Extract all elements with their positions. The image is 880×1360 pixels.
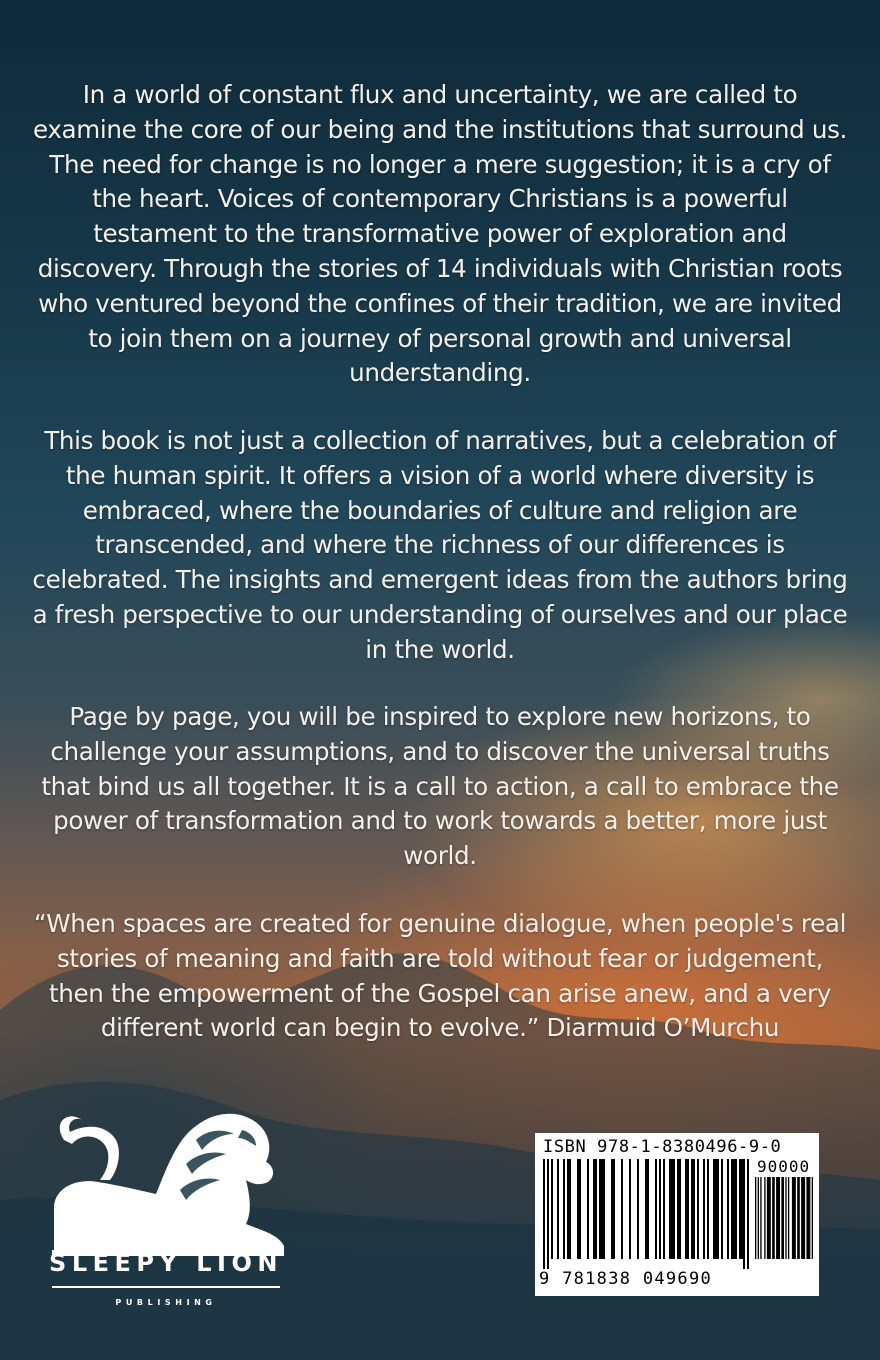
publisher-name: SLEEPY LION bbox=[49, 1249, 283, 1277]
barcode-bar bbox=[739, 1159, 743, 1259]
barcode-bar bbox=[713, 1159, 719, 1259]
publisher-divider bbox=[52, 1286, 280, 1288]
isbn-number: ISBN 978-1-8380496-9-0 bbox=[543, 1137, 782, 1157]
barcode-bar bbox=[812, 1177, 813, 1259]
isbn-barcode bbox=[535, 1133, 819, 1296]
publisher-subtitle: PUBLISHING bbox=[115, 1298, 217, 1307]
barcode-bar bbox=[801, 1177, 805, 1259]
barcode-bar bbox=[809, 1177, 810, 1259]
endorsement-quote: “When spaces are created for genuine dialogue, when people's real stories of meaning and faith are told without fear or judgement, then the empowerment of the Gospel can arise anew, and a very different world can begin to evolve.” Diarmuid O’Murchu bbox=[33, 909, 847, 1043]
barcode-bar bbox=[557, 1159, 559, 1259]
barcode-bar bbox=[764, 1177, 765, 1259]
barcode-bar bbox=[772, 1177, 775, 1259]
barcode-bar bbox=[637, 1159, 639, 1259]
barcode-bar bbox=[785, 1177, 786, 1259]
barcode-bar bbox=[727, 1159, 729, 1259]
barcode-bar bbox=[731, 1159, 737, 1259]
blurb-paragraph-3: Page by page, you will be inspired to explore new horizons, to challenge your assumptions, and to discover the universal truths that bind us all together. It is a call to action, a call to embrace the power of transformation and to work towards a better, more just world. bbox=[41, 702, 839, 871]
barcode-bar bbox=[677, 1159, 681, 1259]
barcode-bar bbox=[797, 1177, 800, 1259]
barcode-bar bbox=[792, 1177, 796, 1259]
barcode-bar bbox=[663, 1159, 665, 1259]
barcode-bar bbox=[621, 1159, 623, 1259]
barcode-bar bbox=[721, 1159, 723, 1259]
barcode-bar bbox=[587, 1159, 589, 1259]
barcode-bar bbox=[659, 1159, 661, 1259]
barcode-bar bbox=[743, 1159, 745, 1269]
barcode-bar bbox=[599, 1159, 605, 1259]
barcode-bar bbox=[551, 1159, 553, 1259]
barcode-bar bbox=[691, 1159, 695, 1259]
barcode-bar bbox=[767, 1177, 771, 1259]
barcode-bar bbox=[707, 1159, 709, 1259]
barcode-bar bbox=[611, 1159, 615, 1259]
barcode-bar bbox=[806, 1177, 809, 1259]
barcode-bar bbox=[776, 1177, 780, 1259]
barcode-bar bbox=[788, 1177, 789, 1259]
barcode-bar bbox=[758, 1177, 759, 1259]
barcode-bar bbox=[747, 1159, 749, 1269]
barcode-bar bbox=[577, 1159, 581, 1259]
barcode-bar bbox=[629, 1159, 631, 1259]
barcode-bar bbox=[703, 1159, 705, 1259]
barcode-bar bbox=[543, 1159, 545, 1269]
barcode-bar bbox=[781, 1177, 784, 1259]
barcode-bar bbox=[593, 1159, 597, 1259]
barcode-bar bbox=[685, 1159, 689, 1259]
barcode-bar bbox=[760, 1177, 761, 1259]
price-addon-digits: 90000 bbox=[757, 1157, 811, 1176]
barcode-bar bbox=[567, 1159, 571, 1259]
barcode-bar bbox=[563, 1159, 565, 1259]
barcode-bar bbox=[669, 1159, 675, 1259]
addon-bars bbox=[755, 1177, 813, 1269]
barcode-bars bbox=[543, 1159, 749, 1269]
barcode-bar bbox=[755, 1177, 756, 1259]
barcode-bar bbox=[645, 1159, 649, 1259]
blurb-paragraph-1: In a world of constant flux and uncertainty, we are called to examine the core of our being and the institutions that surround us. The need for change is no longer a mere suggestion; it is a cry of the heart. Voices of contemporary Christians is a powerful testament to the transformative power of exploration and discovery. Through the stories of 14 individuals with Christian roots who ventured beyond the confines of their tradition, we are invited to join them on a journey of personal growth and universal understanding. bbox=[32, 80, 848, 388]
barcode-bar bbox=[655, 1159, 657, 1259]
ean-digits: 9 781838 049690 bbox=[539, 1269, 713, 1289]
barcode-bar bbox=[547, 1159, 549, 1269]
blurb-paragraph-2: This book is not just a collection of narratives, but a celebration of the human spirit. It offers a vision of a world where diversity is embraced, where the boundaries of culture and religion are transcended, and where the richness of our differences is celebrated. The insights and emergent ideas from the authors bring a fresh perspective to our understanding of ourselves and our place in the world. bbox=[32, 426, 848, 664]
barcode-bar bbox=[697, 1159, 699, 1259]
